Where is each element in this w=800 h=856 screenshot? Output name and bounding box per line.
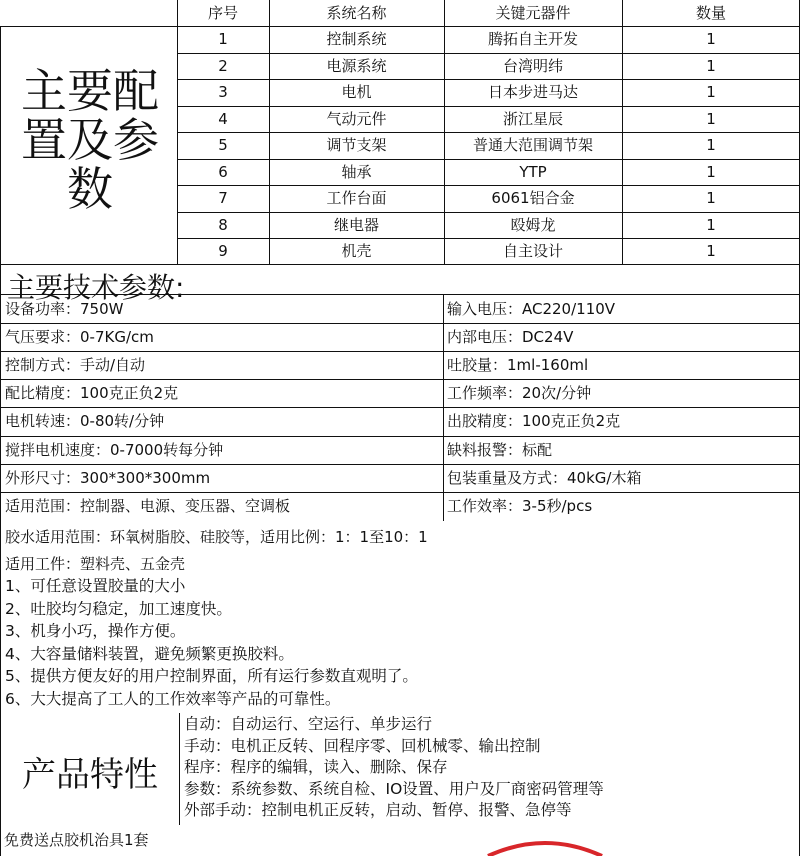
stamp-arc	[480, 836, 610, 856]
tech-param-left: 气压要求：0-7KG/cm	[0, 323, 444, 352]
row-quantity: 1	[622, 185, 800, 213]
row-system-name: 继电器	[269, 212, 445, 239]
tech-param-left: 搅拌电机速度：0-7000转每分钟	[0, 436, 444, 465]
row-key-component: 殴姆龙	[444, 212, 623, 239]
glue-range-text: 胶水适用范围：环氧树脂胶、硅胶等，适用比例：1：1至10：1	[5, 528, 428, 546]
advantage-item: 2、吐胶均匀稳定，加工速度快。	[5, 599, 232, 618]
row-index: 8	[177, 212, 270, 239]
row-index: 7	[177, 185, 270, 213]
row-system-name: 调节支架	[269, 132, 445, 160]
row-system-name: 电机	[269, 79, 445, 107]
features-title: 产品特性	[22, 755, 158, 795]
row-index: 9	[177, 238, 270, 266]
feature-item: 手动：电机正反转、回程序零、回机械零、输出控制	[184, 736, 541, 755]
row-key-component: 6061铝合金	[444, 185, 623, 213]
row-key-component: 浙江星辰	[444, 106, 623, 133]
row-quantity: 1	[622, 53, 800, 80]
row-key-component: YTP	[444, 159, 623, 186]
row-key-component: 普通大范围调节架	[444, 132, 623, 160]
row-quantity: 1	[622, 132, 800, 160]
row-system-name: 轴承	[269, 159, 445, 186]
tech-param-right: 吐胶量：1ml-160ml	[443, 351, 800, 380]
row-index: 3	[177, 79, 270, 107]
glue-range-row	[0, 521, 800, 549]
advantages-block	[0, 575, 800, 714]
header-index: 序号	[177, 0, 270, 27]
row-system-name: 工作台面	[269, 185, 445, 213]
row-quantity: 1	[622, 212, 800, 239]
row-system-name: 电源系统	[269, 53, 445, 80]
row-quantity: 1	[622, 26, 800, 54]
config-side-title: 主要配置及参数	[21, 64, 159, 217]
feature-item: 自动：自动运行、空运行、单步运行	[184, 715, 433, 733]
config-side-cell	[0, 26, 178, 265]
advantage-item: 5、提供方便友好的用户控制界面，所有运行参数直观明了。	[5, 667, 418, 685]
tech-param-left: 适用范围：控制器、电源、变压器、空调板	[0, 492, 444, 522]
tech-param-left: 控制方式：手动/自动	[0, 351, 444, 380]
row-system-name: 控制系统	[269, 26, 445, 54]
row-key-component: 日本步进马达	[444, 79, 623, 107]
features-divider	[179, 713, 180, 825]
row-key-component: 自主设计	[444, 238, 623, 266]
row-key-component: 台湾明纬	[444, 53, 623, 80]
tech-param-right: 输入电压：AC220/110V	[443, 294, 800, 324]
advantage-item: 4、大容量储料装置，避免频繁更换胶料。	[5, 644, 294, 663]
tech-param-right: 工作效率：3-5秒/pcs	[443, 492, 800, 522]
feature-item: 程序：程序的编辑，读入、删除、保存	[184, 758, 448, 776]
footer-note: 免费送点胶机治具1套	[4, 831, 149, 849]
row-key-component: 腾拓自主开发	[444, 26, 623, 54]
tech-param-right: 包装重量及方式：40kG/木箱	[443, 464, 800, 493]
tech-title-cell	[0, 264, 800, 304]
header-key-component: 关键元器件	[444, 0, 623, 27]
tech-param-right: 缺料报警：标配	[443, 436, 800, 465]
workpieces-row	[0, 548, 800, 576]
row-quantity: 1	[622, 79, 800, 107]
row-index: 1	[177, 26, 270, 54]
feature-item: 外部手动：控制电机正反转，启动、暂停、报警、急停等	[184, 801, 572, 819]
advantage-item: 1、可任意设置胶量的大小	[5, 577, 186, 595]
row-quantity: 1	[622, 238, 800, 266]
tech-param-left: 外形尺寸：300*300*300mm	[0, 464, 444, 493]
row-index: 5	[177, 132, 270, 160]
row-system-name: 机壳	[269, 238, 445, 266]
tech-param-right: 内部电压：DC24V	[443, 323, 800, 352]
tech-param-right: 工作频率：20次/分钟	[443, 379, 800, 408]
features-block	[0, 713, 800, 826]
row-quantity: 1	[622, 106, 800, 133]
header-system-name: 系统名称	[269, 0, 445, 27]
advantage-item: 6、大大提高了工人的工作效率等产品的可靠性。	[5, 689, 341, 708]
tech-params-title: 主要技术参数:	[7, 271, 185, 304]
advantage-item: 3、机身小巧，操作方便。	[5, 622, 186, 640]
row-quantity: 1	[622, 159, 800, 186]
tech-param-left: 配比精度：100克正负2克	[0, 379, 444, 408]
tech-param-right: 出胶精度：100克正负2克	[443, 407, 800, 437]
tech-param-left: 电机转速：0-80转/分钟	[0, 407, 444, 437]
tech-param-left: 设备功率：750W	[0, 294, 444, 324]
workpieces-text: 适用工件：塑料壳、五金壳	[5, 555, 186, 573]
header-quantity: 数量	[622, 0, 800, 27]
row-index: 4	[177, 106, 270, 133]
row-system-name: 气动元件	[269, 106, 445, 133]
row-index: 6	[177, 159, 270, 186]
row-index: 2	[177, 53, 270, 80]
feature-item: 参数：系统参数、系统自检、IO设置、用户及厂商密码管理等	[184, 779, 604, 798]
